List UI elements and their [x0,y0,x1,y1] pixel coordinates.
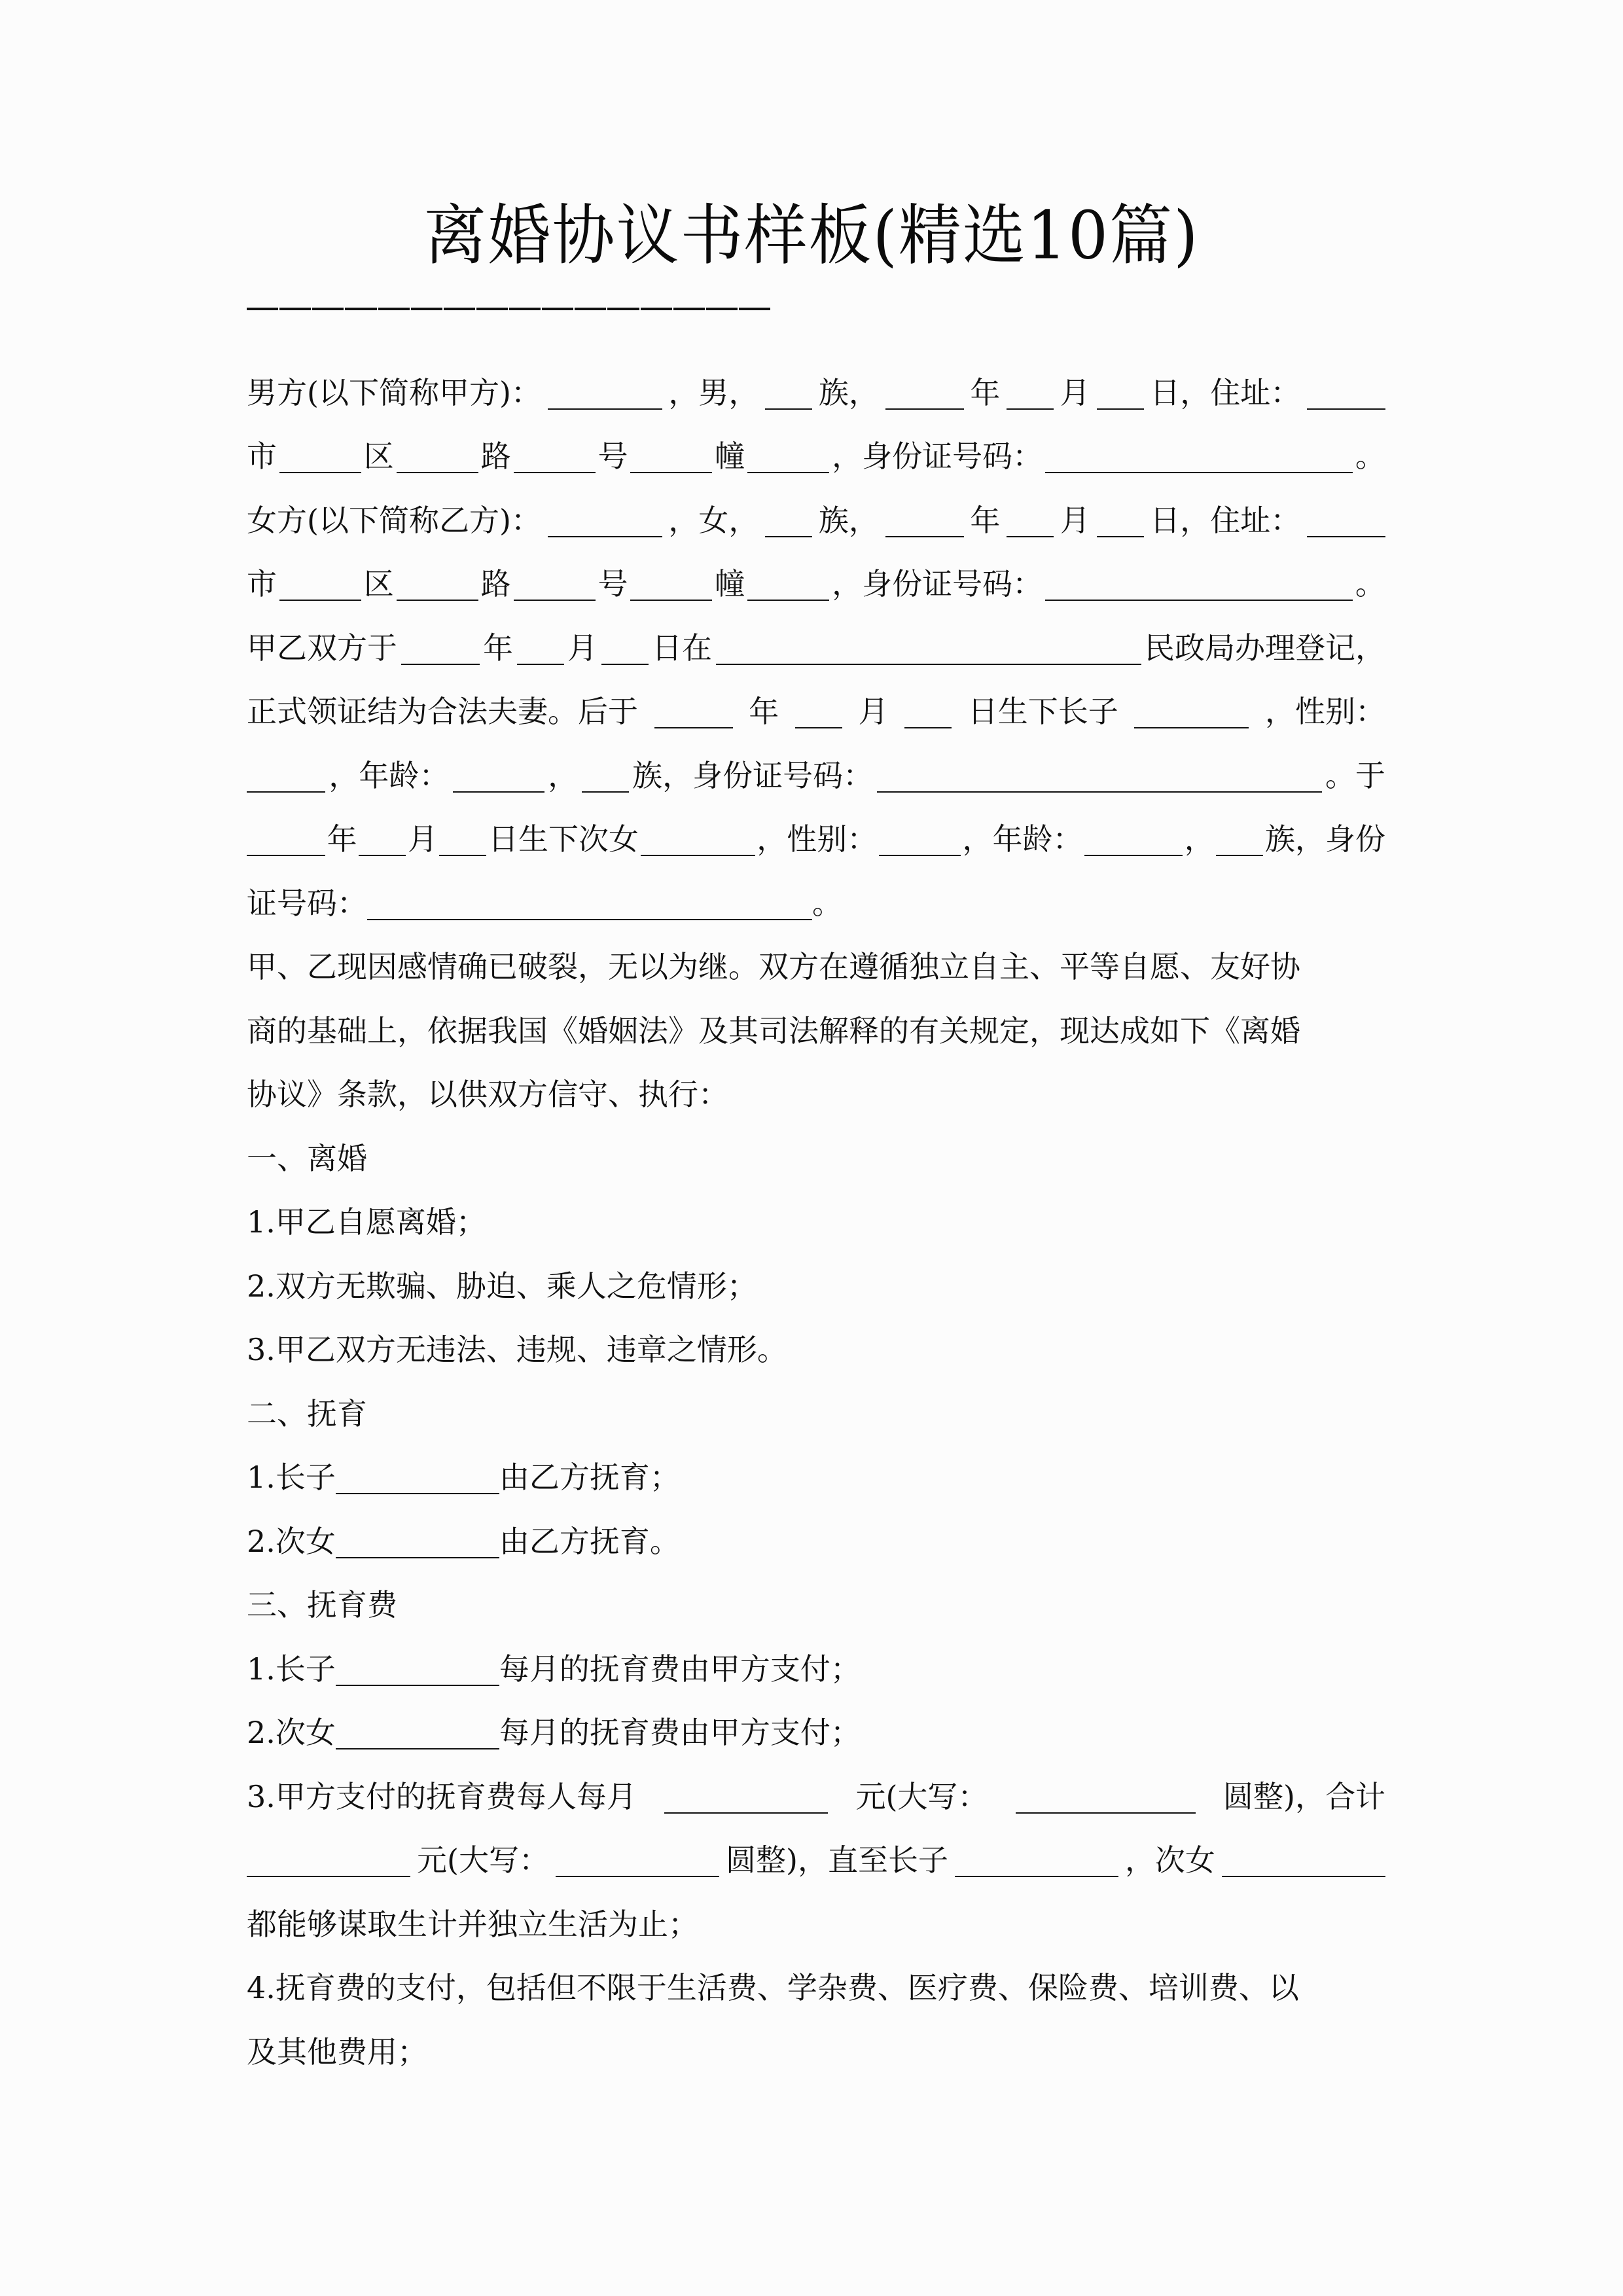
fill-in-blank[interactable] [514,442,596,473]
text-segment: 日在 [652,630,712,666]
text-segment: 号 [597,439,628,474]
fill-in-blank[interactable] [401,634,480,665]
text-segment: 三、抚育费 [247,1587,397,1623]
text-segment: 圆整)，直至长子 [726,1842,948,1878]
text-segment: 一、离婚 [247,1140,367,1176]
fill-in-blank[interactable] [1307,506,1385,537]
text-segment: 2.次女 [247,1715,336,1750]
text-segment: 甲乙双方于 [247,630,397,666]
text-line [247,928,1385,992]
text-segment: ，年龄： [962,821,1083,857]
fill-in-blank[interactable] [664,1782,828,1814]
fill-in-blank[interactable] [517,634,564,665]
divider-dash [476,308,508,310]
text-segment: 甲、乙现因感情确已破裂，无以为继。双方在遵循独立自主、平等自愿、友好协 [247,949,1300,984]
fill-in-blank[interactable] [397,569,478,601]
text-line [247,418,1385,482]
text-segment: ，次女 [1124,1842,1215,1878]
fill-in-blank[interactable] [716,634,1141,665]
text-line [247,2013,1385,2077]
text-segment: 每月的抚育费由甲方支付； [499,1651,861,1687]
text-segment: 月 [1060,374,1090,410]
text-line [247,1821,1385,1886]
divider-dash [279,308,311,310]
text-segment: 年 [749,694,779,729]
text-line [247,1183,1385,1247]
text-line [247,481,1385,545]
fill-in-blank[interactable] [336,1655,499,1686]
divider-dash [247,308,278,310]
fill-in-blank[interactable] [582,761,629,793]
text-segment: ， [548,757,579,793]
text-line [247,1630,1385,1694]
text-segment: 月 [1060,502,1090,538]
text-segment: 年 [483,630,513,666]
document-title: 离婚协议书样板(精选10篇) [423,197,1200,274]
fill-in-blank[interactable] [514,569,596,601]
fill-in-blank[interactable] [1134,697,1249,728]
text-segment: ，女， [668,502,759,538]
text-segment: ，身份证号码： [832,439,1043,474]
divider-dash [542,308,573,310]
text-segment: 1.长子 [247,1651,336,1687]
text-line [247,1056,1385,1120]
divider-dash [739,308,770,310]
fill-in-blank[interactable] [885,506,964,537]
fill-in-blank[interactable] [336,1527,499,1558]
divider-dash [312,308,344,310]
text-segment: 日生下长子 [967,694,1118,729]
divider-dash [444,308,475,310]
text-segment: ，身份证号码： [832,566,1043,601]
text-segment: 路 [480,439,511,474]
text-segment: 族， [818,374,879,410]
text-segment: 月 [407,821,438,857]
fill-in-blank[interactable] [641,825,755,856]
text-line [247,1311,1385,1375]
divider-dash [411,308,442,310]
text-line [247,992,1385,1056]
text-line [247,1247,1385,1311]
divider-dash [706,308,738,310]
text-line [247,1439,1385,1503]
text-line [247,1757,1385,1821]
text-segment: 每月的抚育费由甲方支付； [499,1715,861,1750]
fill-in-blank[interactable] [765,506,812,537]
text-segment: 市 [247,439,277,474]
fill-in-blank[interactable] [548,506,662,537]
text-segment: 民政局办理登记， [1145,630,1385,666]
fill-in-blank[interactable] [359,825,406,856]
text-segment: 。 [1355,566,1385,601]
fill-in-blank[interactable] [879,825,961,856]
text-segment: 元(大写： [417,1842,549,1878]
divider-dash [575,308,606,310]
text-line [247,1119,1385,1183]
divider-dash [509,308,541,310]
text-segment: 路 [480,566,511,601]
text-line [247,864,1385,928]
text-line [247,800,1385,865]
fill-in-blank[interactable] [885,378,964,410]
text-segment: 正式领证结为合法夫妻。后于 [247,694,638,729]
divider-dash [641,308,672,310]
text-segment: 都能够谋取生计并独立生活为止； [247,1906,698,1942]
text-segment: 女方(以下简称乙方)： [247,502,541,538]
divider-dash [607,308,639,310]
fill-in-blank[interactable] [747,442,829,473]
fill-in-blank[interactable] [877,761,1322,793]
fill-in-blank[interactable] [1097,506,1144,537]
text-segment: 。 [1355,439,1385,474]
text-line [247,1374,1385,1439]
text-segment: 4.抚育费的支付，包括但不限于生活费、学杂费、医疗费、保险费、培训费、以 [247,1970,1299,2005]
fill-in-blank[interactable] [955,1846,1118,1877]
fill-in-blank[interactable] [747,569,829,601]
fill-in-blank[interactable] [1045,442,1353,473]
fill-in-blank[interactable] [630,569,712,601]
text-segment: 族， [818,502,879,538]
text-line [247,1502,1385,1566]
fill-in-blank[interactable] [279,442,361,473]
fill-in-blank[interactable] [336,1718,499,1749]
fill-in-blank[interactable] [367,889,812,920]
fill-in-blank[interactable] [548,378,662,410]
fill-in-blank[interactable] [601,634,649,665]
divider-dash [673,308,705,310]
fill-in-blank[interactable] [336,1463,499,1494]
fill-in-blank[interactable] [1097,378,1144,410]
text-segment: 商的基础上，依据我国《婚姻法》及其司法解释的有关规定，现达成如下《离婚 [247,1013,1300,1049]
text-line [247,353,1385,418]
text-segment: 月 [858,694,889,729]
fill-in-blank[interactable] [904,697,952,728]
fill-in-blank[interactable] [397,442,478,473]
text-segment: 区 [363,439,394,474]
text-segment: ，男， [668,374,759,410]
text-segment: 日生下次女 [488,821,639,857]
fill-in-blank[interactable] [453,761,544,793]
fill-in-blank[interactable] [1216,825,1263,856]
text-segment: 协议》条款，以供双方信守、执行： [247,1077,728,1112]
text-line [247,1885,1385,1949]
fill-in-blank[interactable] [556,1846,719,1877]
text-line [247,673,1385,737]
fill-in-blank[interactable] [439,825,486,856]
fill-in-blank[interactable] [1007,378,1054,410]
text-segment: 日，住址： [1150,374,1301,410]
text-segment: 族，身份证号码： [632,757,874,793]
text-segment: 二、抚育 [247,1395,367,1431]
text-segment: 区 [363,566,394,601]
text-segment: 及其他费用； [247,2034,427,2070]
text-line [247,1694,1385,1758]
fill-in-blank[interactable] [247,1846,410,1877]
fill-in-blank[interactable] [1222,1846,1385,1877]
fill-in-blank[interactable] [1045,569,1353,601]
text-segment: 2.次女 [247,1523,336,1559]
text-segment: ，性别： [1265,694,1385,729]
text-segment: 市 [247,566,277,601]
text-segment: 圆整)，合计 [1223,1778,1385,1814]
fill-in-blank[interactable] [279,569,361,601]
fill-in-blank[interactable] [654,697,733,728]
text-line [247,1949,1385,2013]
text-segment: 证号码： [247,885,367,921]
text-segment: 族，身份 [1264,821,1385,857]
text-segment: ， [1184,821,1215,857]
fill-in-blank[interactable] [765,378,812,410]
text-segment: ，性别： [757,821,878,857]
fill-in-blank[interactable] [1007,506,1054,537]
text-segment: 年 [970,502,1001,538]
fill-in-blank[interactable] [630,442,712,473]
fill-in-blank[interactable] [795,697,842,728]
text-segment: 年 [327,821,357,857]
document-body [247,353,1385,2077]
text-segment: 2.双方无欺骗、胁迫、乘人之危情形； [247,1268,757,1304]
text-segment: 日，住址： [1150,502,1301,538]
text-segment: 3.甲乙双方无违法、违规、违章之情形。 [247,1332,787,1367]
divider-dash [378,308,410,310]
text-line [247,609,1385,673]
text-segment: 由乙方抚育； [499,1460,680,1495]
text-segment: 。 [812,885,842,921]
text-line [247,736,1385,800]
fill-in-blank[interactable] [1307,378,1385,410]
fill-in-blank[interactable] [247,825,325,856]
text-segment: 男方(以下简称甲方)： [247,374,541,410]
fill-in-blank[interactable] [1084,825,1183,856]
fill-in-blank[interactable] [1016,1782,1196,1814]
text-segment: 元(大写： [855,1778,988,1814]
text-segment: 号 [597,566,628,601]
text-line [247,1566,1385,1630]
title-divider [247,308,770,311]
text-segment: 3.甲方支付的抚育费每人每月 [247,1778,637,1814]
text-segment: ，年龄： [329,757,450,793]
text-segment: 幢 [715,566,745,601]
fill-in-blank[interactable] [247,761,325,793]
text-segment: 由乙方抚育。 [499,1523,680,1559]
text-segment: 年 [970,374,1001,410]
text-line [247,545,1385,609]
text-segment: 1.甲乙自愿离婚； [247,1204,486,1240]
divider-dash [345,308,376,310]
text-segment: 幢 [715,439,745,474]
text-segment: 。于 [1325,757,1385,793]
text-segment: 1.长子 [247,1460,336,1495]
text-segment: 月 [567,630,597,666]
